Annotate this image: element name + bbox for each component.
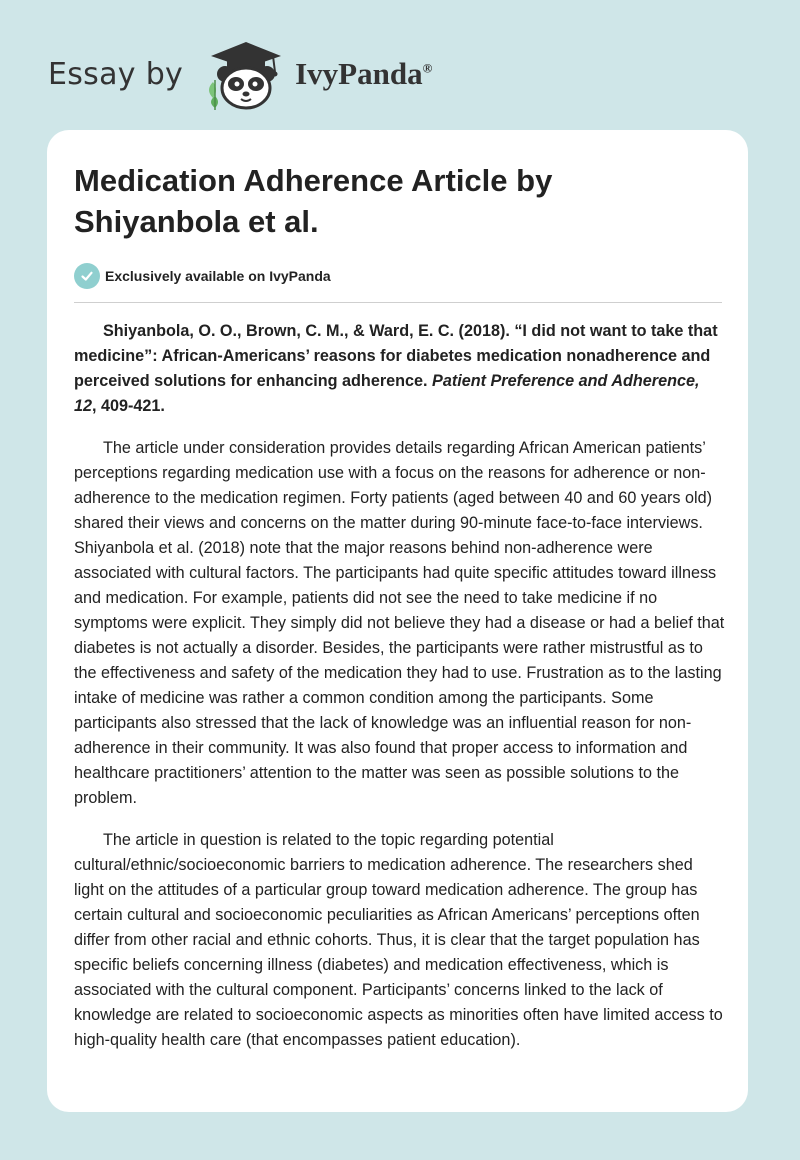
citation-pages: , 409-421. bbox=[92, 397, 165, 415]
ivypanda-logo-icon[interactable] bbox=[201, 38, 291, 110]
site-header bbox=[48, 38, 432, 110]
essay-title: Medication Adherence Article by Shiyanbola et al. bbox=[74, 163, 553, 239]
brand-name[interactable] bbox=[295, 56, 432, 92]
essay-by-label: Essay by bbox=[48, 56, 184, 92]
citation-journal: Patient Preference and Adherence, 12 bbox=[74, 372, 700, 415]
body-paragraph: The article under consideration provides details regarding African American patients’ perceptions regarding medication use with a focus on the reasons for adherence or non-adherence to the medication regimen. Forty patients (aged between 40 and 60 years old) shared their views and concerns on the matter during 90-minute face-to-face interviews. Shiyanbola et al. (2018) note that the major reasons behind non-adherence were associated with cultural factors. The participants had quite specific attitudes toward illness and medication. For example, patients did not see the need to take medicine if no symptoms were explicit. They simply did not believe they had a disease or had a belief that diabetes is not actually a disorder. Besides, the participants were rather mistrustful as to the effectiveness and safety of the medication they had to use. Frustration as to the lasting intake of medicine was rather a common condition among the participants. Some participants also stressed that the lack of knowledge was an influential reason for non-adherence in their community. It was also found that proper access to information and healthcare practitioners’ attention to the matter was seen as possible solutions to the problem. bbox=[74, 439, 725, 807]
brand-name-text: IvyPanda bbox=[295, 56, 423, 91]
essay-card bbox=[47, 130, 748, 1112]
citation-authors: Shiyanbola, O. O., Brown, C. M., & Ward, E. C. (2018). “I did not want to take that medicine”: African-Americans’ reasons for diabetes medication nonadherence and perceived solutions for enhancing adherence. bbox=[74, 322, 718, 390]
body-paragraph: The article in question is related to the topic regarding potential cultural/ethnic/socioeconomic barriers to medication adherence. The researchers shed light on the attitudes of a particular group toward medication adherence. The group has certain cultural and socioeconomic peculiarities as African Americans’ perceptions often differ from other racial and ethnic cohorts. Thus, it is clear that the target population has specific beliefs concerning illness (diabetes) and medication effectiveness, which is associated with the cultural component. Participants’ concerns linked to the lack of knowledge are related to socioeconomic aspects as minorities often have limited access to high-quality health care (that encompasses patient education). bbox=[74, 831, 723, 1049]
essay-body bbox=[74, 319, 726, 1070]
exclusive-badge bbox=[74, 263, 331, 289]
trademark-symbol: ® bbox=[422, 60, 433, 76]
checkmark-icon bbox=[74, 263, 100, 289]
exclusive-badge-label: Exclusively available on IvyPanda bbox=[105, 268, 331, 284]
divider bbox=[74, 302, 722, 303]
citation-paragraph bbox=[74, 319, 726, 419]
